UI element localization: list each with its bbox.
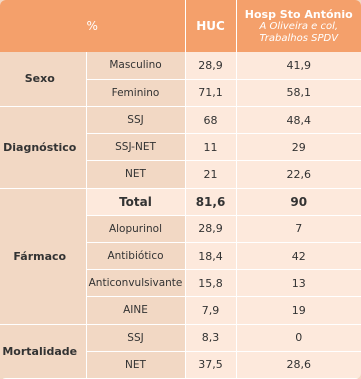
cell-huc: 28,9 xyxy=(185,215,236,242)
cell-huc: 18,4 xyxy=(185,242,236,269)
cell-hsa: 41,9 xyxy=(236,52,361,79)
cell-huc: 15,8 xyxy=(185,270,236,297)
cell-hsa: 7 xyxy=(236,215,361,242)
cell-huc: 71,1 xyxy=(185,79,236,106)
group-label-sexo: Sexo xyxy=(0,52,86,106)
cell-huc: 68 xyxy=(185,106,236,133)
cell-huc: 28,9 xyxy=(185,52,236,79)
cell-hsa: 29 xyxy=(236,134,361,161)
table-row xyxy=(0,324,361,351)
row-label: AINE xyxy=(86,297,185,324)
header-percent: % xyxy=(0,0,185,52)
row-label: Total xyxy=(86,188,185,215)
header-hsa-title: Hosp Sto António xyxy=(244,7,353,21)
header-hosp-sto-antonio xyxy=(236,0,361,52)
table-header-row xyxy=(0,0,361,52)
row-label: Antibiótico xyxy=(86,242,185,269)
group-label-diagnostico: Diagnóstico xyxy=(0,106,86,188)
row-label: SSJ-NET xyxy=(86,134,185,161)
row-label: NET xyxy=(86,351,185,378)
group-label-mortalidade: Mortalidade xyxy=(0,324,86,378)
row-label: SSJ xyxy=(86,106,185,133)
header-hsa-subtitle-2: Trabalhos SPDV xyxy=(259,32,339,44)
cell-huc: 7,9 xyxy=(185,297,236,324)
group-label-farmaco: Fármaco xyxy=(0,188,86,324)
row-label: SSJ xyxy=(86,324,185,351)
cell-hsa: 13 xyxy=(236,270,361,297)
row-label: Masculino xyxy=(86,52,185,79)
cell-hsa: 19 xyxy=(236,297,361,324)
header-huc: HUC xyxy=(185,0,236,52)
header-hsa-subtitle-1: A Oliveira e col, xyxy=(259,20,339,32)
row-label: NET xyxy=(86,161,185,188)
row-label: Feminino xyxy=(86,79,185,106)
cell-hsa: 90 xyxy=(236,188,361,215)
cell-huc: 37,5 xyxy=(185,351,236,378)
cell-hsa: 28,6 xyxy=(236,351,361,378)
cell-hsa: 22,6 xyxy=(236,161,361,188)
cell-hsa: 58,1 xyxy=(236,79,361,106)
table-row xyxy=(0,52,361,79)
cell-hsa: 42 xyxy=(236,242,361,269)
cell-huc: 8,3 xyxy=(185,324,236,351)
cell-hsa: 0 xyxy=(236,324,361,351)
cell-huc: 11 xyxy=(185,134,236,161)
row-label: Anticonvulsivante xyxy=(86,270,185,297)
table-row-total xyxy=(0,188,361,215)
cell-huc: 21 xyxy=(185,161,236,188)
row-label: Alopurinol xyxy=(86,215,185,242)
cell-huc: 81,6 xyxy=(185,188,236,215)
cell-hsa: 48,4 xyxy=(236,106,361,133)
table-row xyxy=(0,106,361,133)
